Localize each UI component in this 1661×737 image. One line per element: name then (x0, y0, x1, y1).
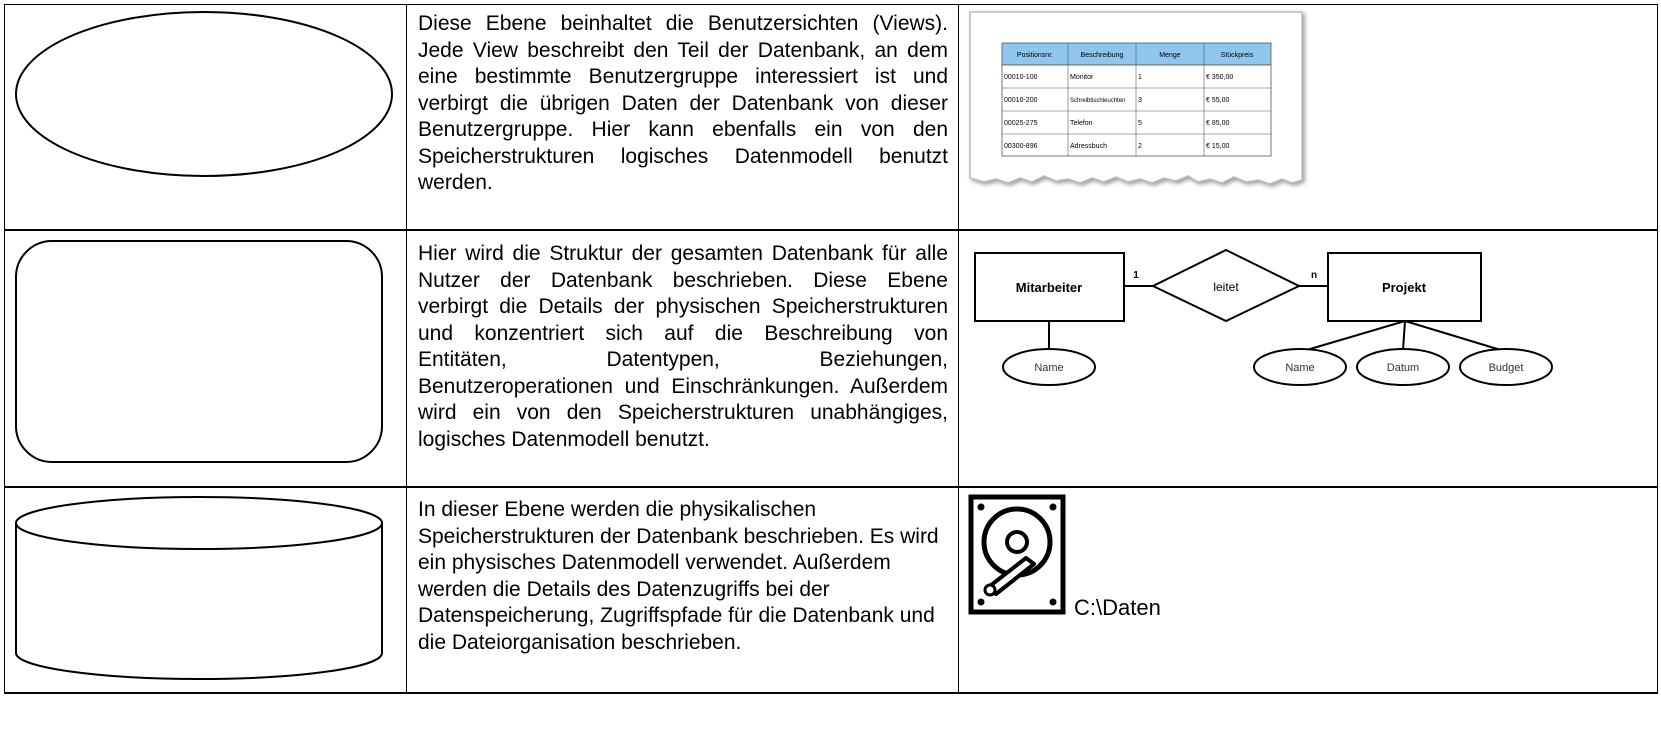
table-border-right (1657, 4, 1658, 694)
row-2-description: Hier wird die Struktur der gesamten Datenbank für alle Nutzer der Datenbank beschrieben. Diese Ebene verbirgt die Details der physischen Speicherstrukturen und konzentriert sich auf die Beschreibung von Entitäten, Datentypen, Beziehungen, Benutzeroperationen und Einschränkungen. Außerdem wird ein von den Speicherstrukturen unabhängiges, logisches Datenmodell benutzt. (418, 242, 948, 451)
cylinder-shape (5, 488, 406, 692)
ellipse-shape (5, 5, 406, 229)
attribute-label: Datum (1386, 362, 1420, 374)
view-table-header: Stückpreis (1220, 52, 1254, 59)
view-table-cell: € 15,00 (1206, 143, 1230, 150)
view-table-cell: € 55,00 (1206, 97, 1230, 104)
cardinality-right: n (1310, 270, 1318, 281)
hard-drive-icon (968, 494, 1072, 616)
er-diagram (966, 240, 1656, 400)
row-3-example-cell (966, 494, 1266, 624)
table-border-bottom (4, 692, 1658, 694)
view-table-cell: € 350,00 (1206, 74, 1234, 81)
rounded-rectangle-shape (5, 231, 406, 486)
entity-mitarbeiter-label: Mitarbeiter (1015, 280, 1083, 295)
view-table-cell: Monitor (1070, 74, 1094, 81)
column-divider-1 (406, 4, 407, 694)
drive-path: C:\Daten (1074, 595, 1161, 620)
view-table-cell: 00010-200 (1004, 97, 1038, 104)
view-table-header: Beschreibung (1080, 52, 1124, 59)
row-1-example-cell (966, 8, 1312, 198)
cardinality-left: 1 (1133, 270, 1139, 281)
row-3-shape-cell (5, 488, 406, 692)
view-table-cell: 00025-275 (1004, 120, 1038, 127)
view-table-image (966, 8, 1312, 198)
view-table-cell: 2 (1138, 143, 1142, 150)
view-table-header: Menge (1159, 52, 1181, 59)
attribute-label: Budget (1488, 362, 1524, 374)
entity-projekt-label: Projekt (1381, 280, 1427, 295)
attribute-label: Name (1034, 362, 1064, 374)
row-3-description: In dieser Ebene werden die physikalischen Speicherstrukturen der Datenbank beschrieben. Es wird ein physisches Datenmodell verwendet. Außerdem werden die Details des Datenzugriffs bei der Datenspeicherung, Zugriffspfade für die Datenbank und die Dateiorganisation beschrieben. (418, 498, 939, 654)
view-table-cell: Telefon (1070, 120, 1093, 127)
column-divider-2 (958, 4, 959, 694)
row-2-example-cell (966, 240, 1656, 400)
view-table-cell: € 85,00 (1206, 120, 1230, 127)
view-table-header: Positionsnr. (1016, 52, 1054, 59)
row-1-shape-cell (5, 5, 406, 229)
view-table-cell: Adressbuch (1070, 143, 1107, 150)
view-table-cell: 00010-100 (1004, 74, 1038, 81)
row-2-shape-cell (5, 231, 406, 486)
attribute-label: Name (1285, 362, 1315, 374)
view-table-cell: 3 (1138, 97, 1142, 104)
row-1-description: Diese Ebene beinhaltet die Benutzersichten (Views). Jede View beschreibt den Teil der Datenbank, an dem eine bestimmte Benutzergruppe interessiert ist und verbirgt die übrigen Daten der Datenbank von dieser Benutzergruppe. Hier kann ebenfalls ein von den Speicherstrukturen logisches Datenmodell benutzt werden. (418, 12, 948, 194)
relationship-label: leitet (1213, 280, 1239, 294)
view-table-cell: 1 (1138, 74, 1142, 81)
view-table-cell: 5 (1138, 120, 1142, 127)
view-table-cell: Schreibtischleuchten (1070, 98, 1126, 104)
view-table-cell: 00300-896 (1004, 143, 1038, 150)
